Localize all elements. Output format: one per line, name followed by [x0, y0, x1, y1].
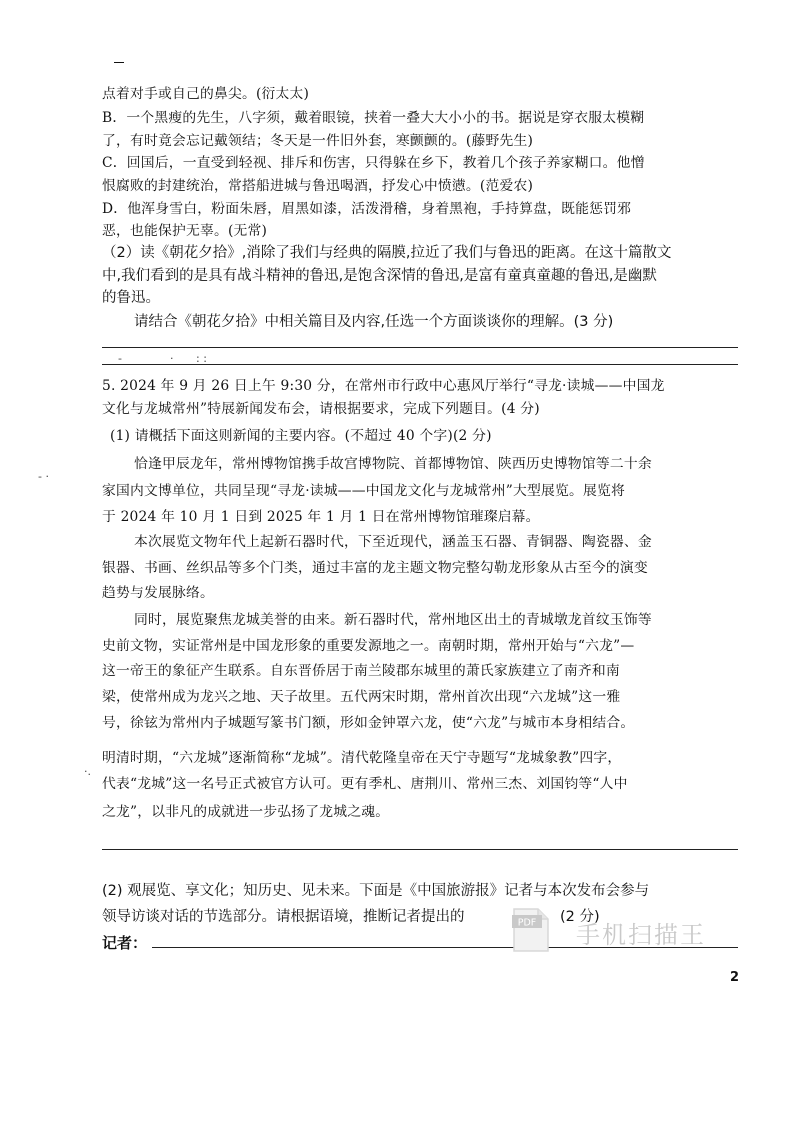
svg-text:PDF: PDF [517, 917, 537, 929]
option-d-line-1: D．他浑身雪白，粉面朱唇，眉黑如漆，活泼滑稽，身着黑袍，手持算盘，既能惩罚邪 [102, 201, 632, 217]
news-paragraph-3-line-2: 史前文物，实证常州是中国龙形象的重要发源地之一。南朝时期，常州开始与“六龙”— [102, 638, 635, 654]
option-b-line-2: 了，有时竟会忘记戴领结；冬天是一件旧外套，寒颤颤的。(藤野先生) [102, 133, 534, 149]
question-4-2-line-3: 的鲁迅。 [102, 290, 160, 306]
news-paragraph-3-line-8: 之龙”，以非凡的成就进一步弘扬了龙城之魂。 [102, 804, 390, 820]
pdf-file-icon [512, 907, 550, 953]
reporter-label: 记者： [102, 934, 148, 952]
answer-line [102, 364, 738, 365]
option-d-line-2: 恶，也能保护无辜。(无常) [102, 223, 268, 239]
question-5-2-score: (2 分) [560, 909, 600, 925]
news-paragraph-2-line-3: 趋势与发展脉络。 [102, 585, 214, 601]
scan-speck: : : [196, 352, 207, 365]
news-paragraph-3-line-4: 梁，使常州成为龙兴之地、天子故里。五代两宋时期，常州首次出现“六龙城”这一雅 [102, 689, 621, 705]
page-number: 2 [730, 970, 740, 985]
news-paragraph-2-line-2: 银器、书画、丝织品等多个门类，通过丰富的龙主题文物完整勾勒龙形象从古至今的演变 [102, 560, 648, 576]
scan-speck: · [170, 352, 174, 365]
scan-speck: - [118, 352, 122, 365]
question-5-2-line-2: 领导访谈对话的节选部分。请根据语境，推断记者提出的 [102, 909, 465, 925]
news-paragraph-3-line-1: 同时，展览聚焦龙城美誉的由来。新石器时代，常州地区出土的青城墩龙首纹玉饰等 [134, 612, 652, 628]
scanner-watermark [512, 905, 727, 959]
option-b-line-1: B．一个黑瘦的先生，八字须，戴着眼镜，挟着一叠大大小小的书。据说是穿衣服太模糊 [102, 110, 645, 126]
question-5-2-line-1: (2) 观展览、享文化；知历史、见未来。下面是《中国旅游报》记者与本次发布会参与 [102, 883, 650, 899]
option-c-line-1: C．回国后，一直受到轻视、排斥和伤害，只得躲在乡下，教着几个孩子养家糊口。他憎 [102, 155, 645, 171]
question-5-intro-line-1: 5. 2024 年 9 月 26 日上午 9:30 分，在常州市行政中心惠风厅举行“寻龙·读城——中国龙 [102, 378, 665, 394]
scan-mark [114, 62, 124, 63]
answer-line [102, 849, 738, 850]
question-4-2-line-1: （2）读《朝花夕拾》,消除了我们与经典的隔膜,拉近了我们与鲁迅的距离。在这十篇散文 [102, 245, 672, 261]
news-paragraph-3-line-6: 明清时期，“六龙城”逐渐简称“龙城”。清代乾隆皇帝在天宁寺题写“龙城象教”四字， [102, 750, 622, 766]
question-4-2-prompt: 请结合《朝花夕拾》中相关篇目及内容,任选一个方面谈谈你的理解。(3 分) [134, 314, 614, 330]
news-paragraph-1-line-2: 家国内文博单位，共同呈现“寻龙·读城——中国龙文化与龙城常州”大型展览。展览将 [102, 483, 625, 499]
news-paragraph-1-line-1: 恰逢甲辰龙年，常州博物馆携手故宫博物院、首都博物馆、陕西历史博物馆等二十余 [134, 456, 652, 472]
question-5-1-prompt: (1) 请概括下面这则新闻的主要内容。(不超过 40 个字)(2 分) [110, 428, 492, 444]
question-4-2-line-2: 中,我们看到的是具有战斗精神的鲁迅,是饱含深情的鲁迅,是富有童真童趣的鲁迅,是幽默 [102, 268, 657, 284]
scan-speck: ·. [84, 765, 91, 778]
news-paragraph-1-line-3: 于 2024 年 10 月 1 日到 2025 年 1 月 1 日在常州博物馆璀璨启幕。 [102, 509, 540, 525]
news-paragraph-3-line-3: 这一帝王的象征产生联系。自东晋侨居于南兰陵郡东城里的萧氏家族建立了南齐和南 [102, 663, 620, 679]
question-5-intro-line-2: 文化与龙城常州”特展新闻发布会，请根据要求，完成下列题目。(4 分) [102, 401, 540, 417]
news-paragraph-2-line-1: 本次展览文物年代上起新石器时代，下至近现代，涵盖玉石器、青铜器、陶瓷器、金 [134, 534, 652, 550]
watermark-text: 手机扫描王 [576, 921, 706, 949]
option-a-tail: 点着对手或自己的鼻尖。(衍太太) [102, 86, 310, 102]
news-paragraph-3-line-5: 号，徐铉为常州内子城题写篆书门额，形如金钟罩六龙，使“六龙”与城市本身相结合。 [102, 715, 635, 731]
answer-line [102, 347, 738, 348]
option-c-line-2: 恨腐败的封建统治，常搭船进城与鲁迅喝酒，抒发心中愤懑。(范爱农) [102, 178, 534, 194]
news-paragraph-3-line-7: 代表“龙城”这一名号正式被官方认可。更有季札、唐荆川、常州三杰、刘国钧等“人中 [102, 776, 628, 792]
scan-speck: - · [38, 470, 49, 483]
